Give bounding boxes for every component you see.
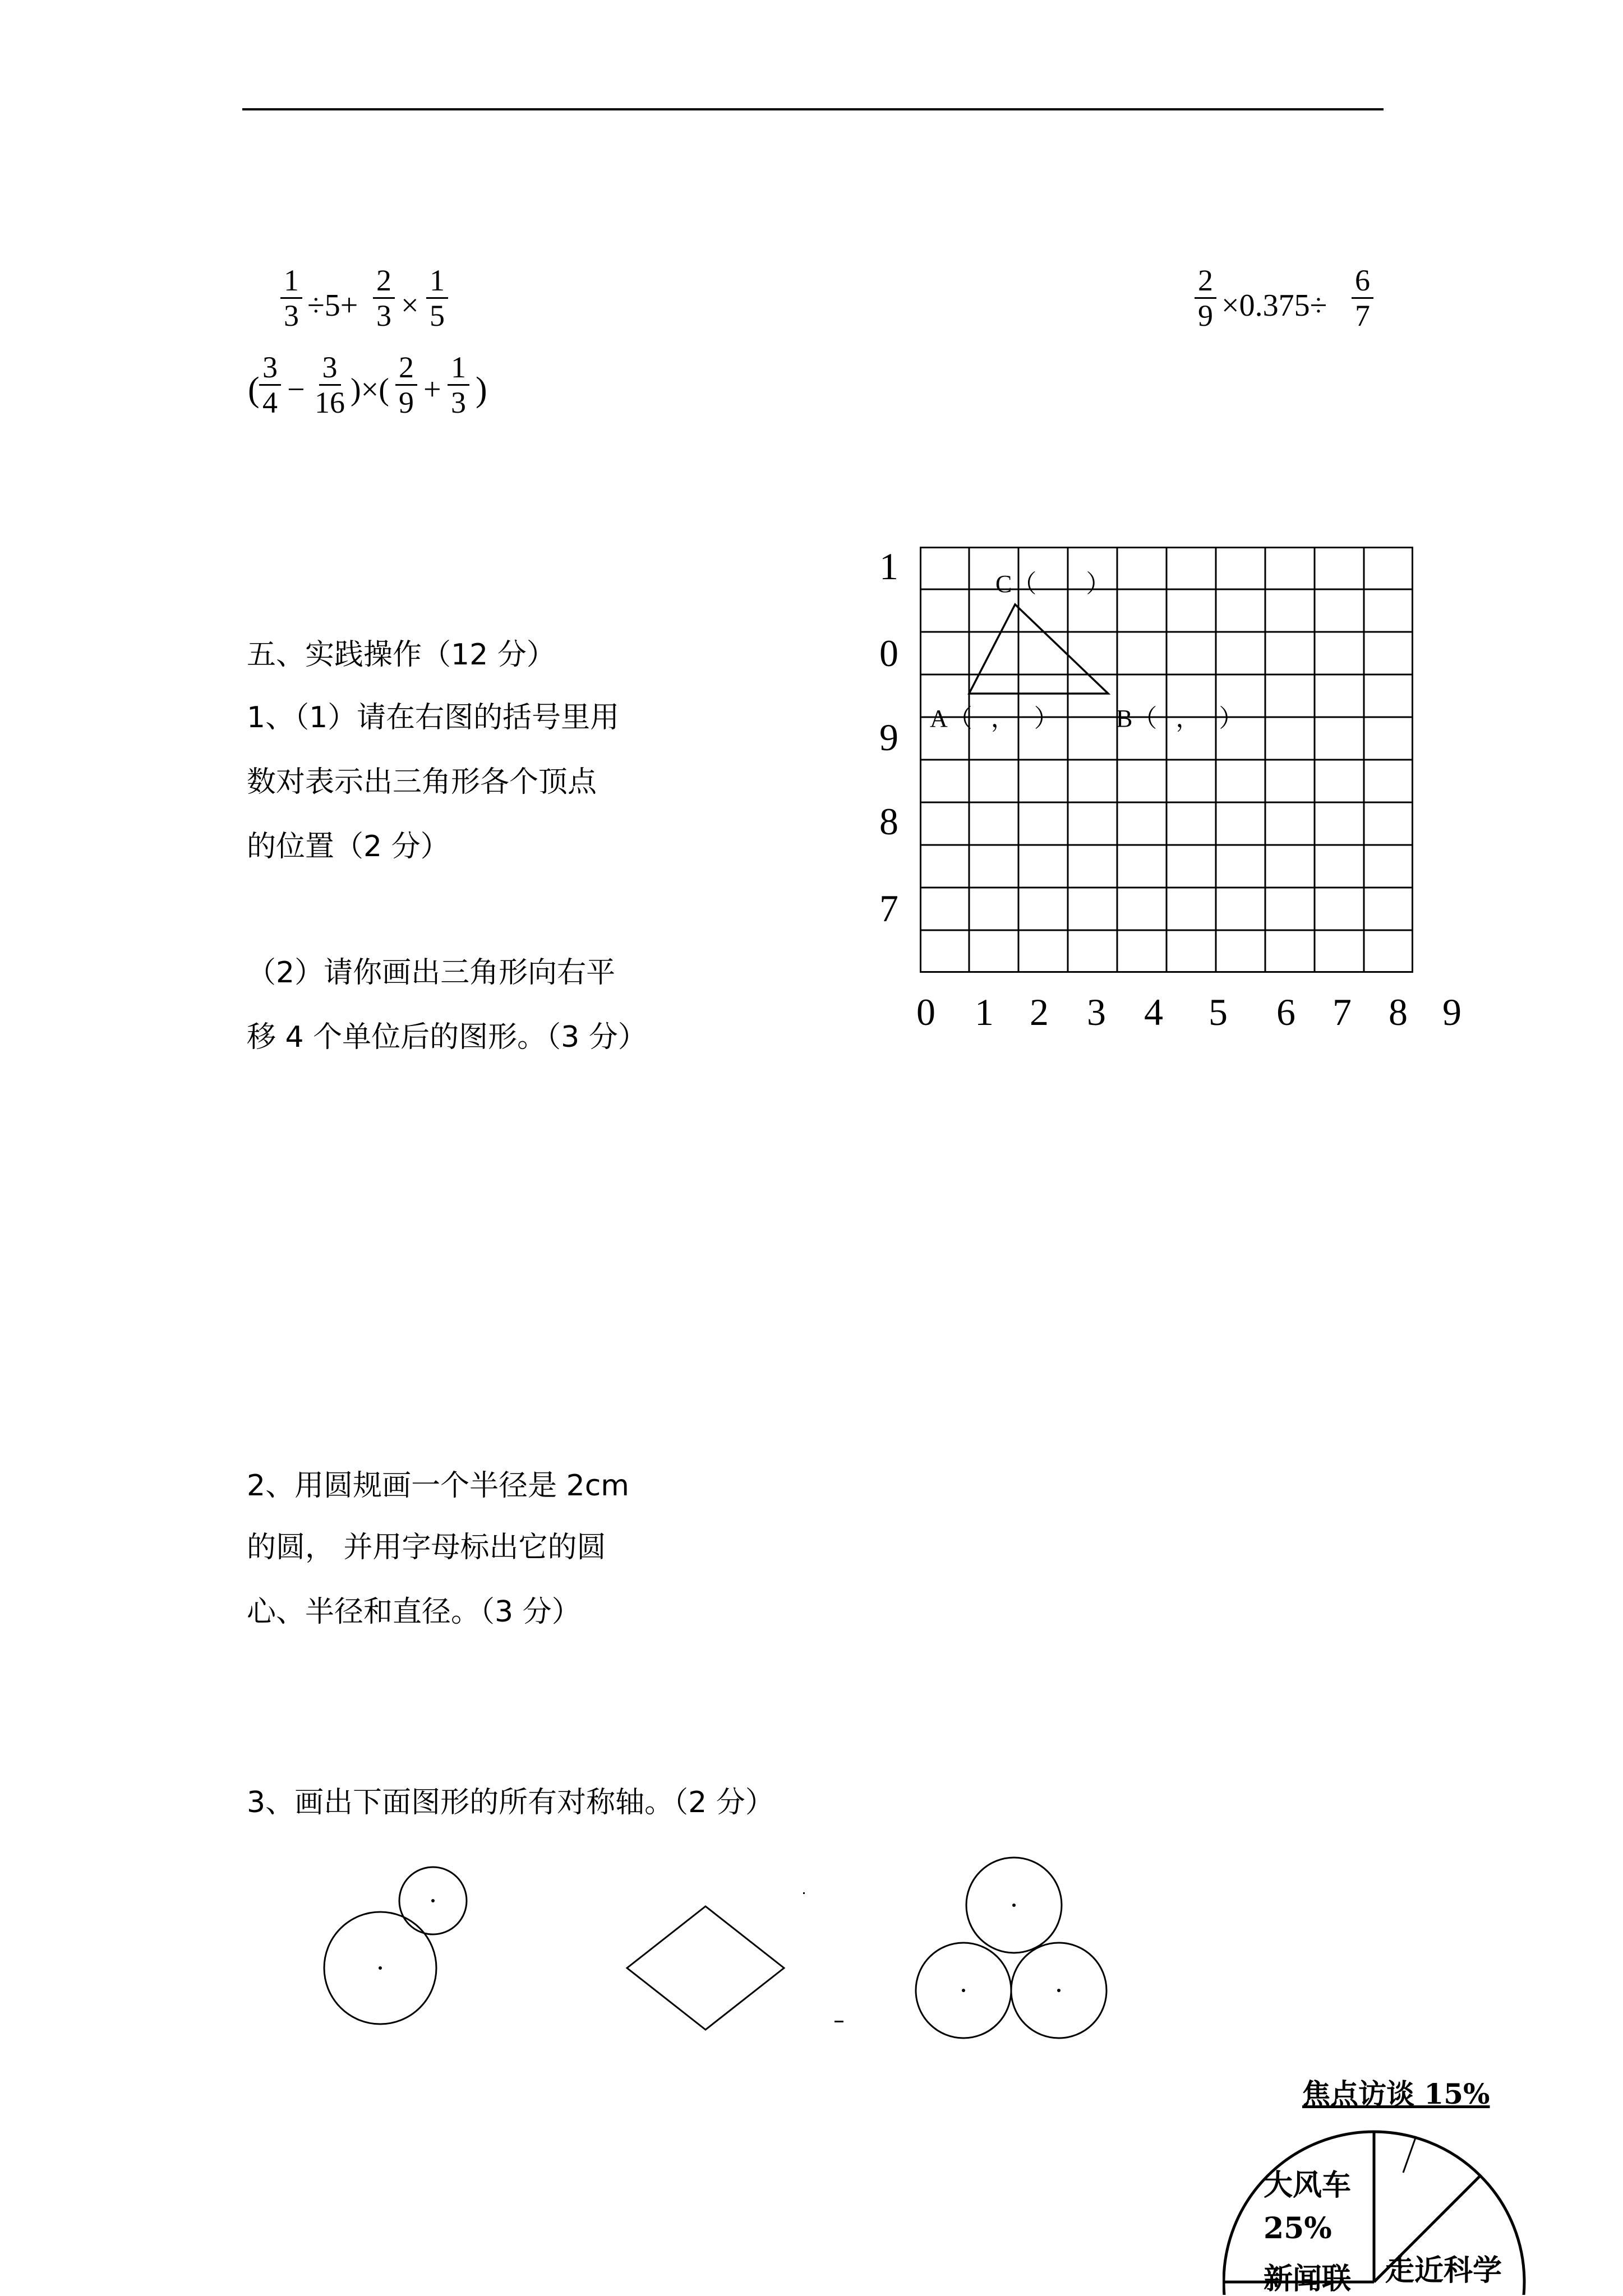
stray-mark xyxy=(834,2021,843,2022)
vertex-a-label: A（ ， ） xyxy=(930,705,1059,732)
question-text: 的位置（2 分） xyxy=(247,830,450,863)
operator: × xyxy=(401,288,419,323)
symmetry-shapes xyxy=(0,1850,1623,2086)
question-text: 2、用圆规画一个半径是 2cm xyxy=(247,1469,629,1503)
center-dot xyxy=(1012,1904,1016,1907)
question-text: 的圆， 并用字母标出它的圆 xyxy=(247,1531,606,1564)
x-label: 7 xyxy=(1332,991,1352,1033)
x-label: 9 xyxy=(1442,991,1461,1033)
question-text: 心、半径和直径。（3 分） xyxy=(247,1595,581,1629)
fraction: $\frac{1}{3}$ xyxy=(280,264,302,332)
x-label: 5 xyxy=(1209,991,1228,1033)
section-heading: 五、实践操作（12 分） xyxy=(247,638,556,672)
fraction: $\frac{3}{4}$ xyxy=(259,350,281,419)
rhombus xyxy=(627,1906,784,2030)
x-label: 8 xyxy=(1389,991,1408,1033)
stray-mark xyxy=(803,1892,805,1894)
y-label: 8 xyxy=(879,800,898,843)
operator: − xyxy=(287,372,305,407)
y-label: 0 xyxy=(879,632,898,675)
fraction: $\frac{2}{9}$ xyxy=(395,350,417,419)
operator: )×( xyxy=(351,372,389,407)
paren: ( xyxy=(248,371,260,409)
fraction: $\frac{3}{16}$ xyxy=(315,350,345,419)
question-text: 1、（1）请在右图的括号里用 xyxy=(247,701,620,734)
center-dot xyxy=(962,1989,965,1992)
y-label: 1 xyxy=(879,545,898,588)
triangle-abc xyxy=(969,604,1108,694)
x-label: 1 xyxy=(975,991,994,1033)
fraction: $\frac{1}{5}$ xyxy=(426,264,448,332)
question-text: 3、画出下面图形的所有对称轴。（2 分） xyxy=(247,1786,774,1819)
paren: ) xyxy=(476,371,487,409)
x-label: 6 xyxy=(1276,991,1295,1033)
coordinate-grid xyxy=(920,547,1413,973)
center-dot xyxy=(431,1899,435,1902)
question-text: （2）请你画出三角形向右平 xyxy=(247,956,616,990)
vertex-b-label: B（ ， ） xyxy=(1116,705,1244,732)
center-dot xyxy=(1057,1989,1061,1992)
vertex-c-label: C（ ） xyxy=(995,570,1111,598)
fraction: $\frac{1}{3}$ xyxy=(448,350,469,419)
center-dot xyxy=(379,1966,382,1970)
x-label: 0 xyxy=(916,991,935,1033)
grid-svg xyxy=(920,547,1413,973)
operator: + xyxy=(423,372,441,407)
x-label: 4 xyxy=(1144,991,1163,1033)
y-label: 9 xyxy=(879,716,898,759)
pie-label: 新闻联 xyxy=(1264,2262,1352,2296)
operator: ×0.375÷ xyxy=(1221,288,1327,323)
top-rule xyxy=(242,108,1384,110)
pie-label: 走近科学 xyxy=(1385,2253,1502,2288)
fraction: $\frac{2}{9}$ xyxy=(1195,264,1216,332)
operator: ÷5+ xyxy=(307,288,358,323)
pie-label: 大风车 xyxy=(1264,2168,1352,2202)
question-text: 数对表示出三角形各个顶点 xyxy=(247,765,597,799)
x-label: 2 xyxy=(1030,991,1049,1033)
question-text: 移 4 个单位后的图形。（3 分） xyxy=(247,1020,647,1054)
pie-label: 25% xyxy=(1264,2211,1332,2246)
pie-title: 焦点访谈 15% xyxy=(1302,2077,1490,2110)
fraction: $\frac{2}{3}$ xyxy=(373,264,395,332)
fraction: $\frac{6}{7}$ xyxy=(1352,264,1373,332)
y-label: 7 xyxy=(879,887,898,930)
x-label: 3 xyxy=(1087,991,1106,1033)
